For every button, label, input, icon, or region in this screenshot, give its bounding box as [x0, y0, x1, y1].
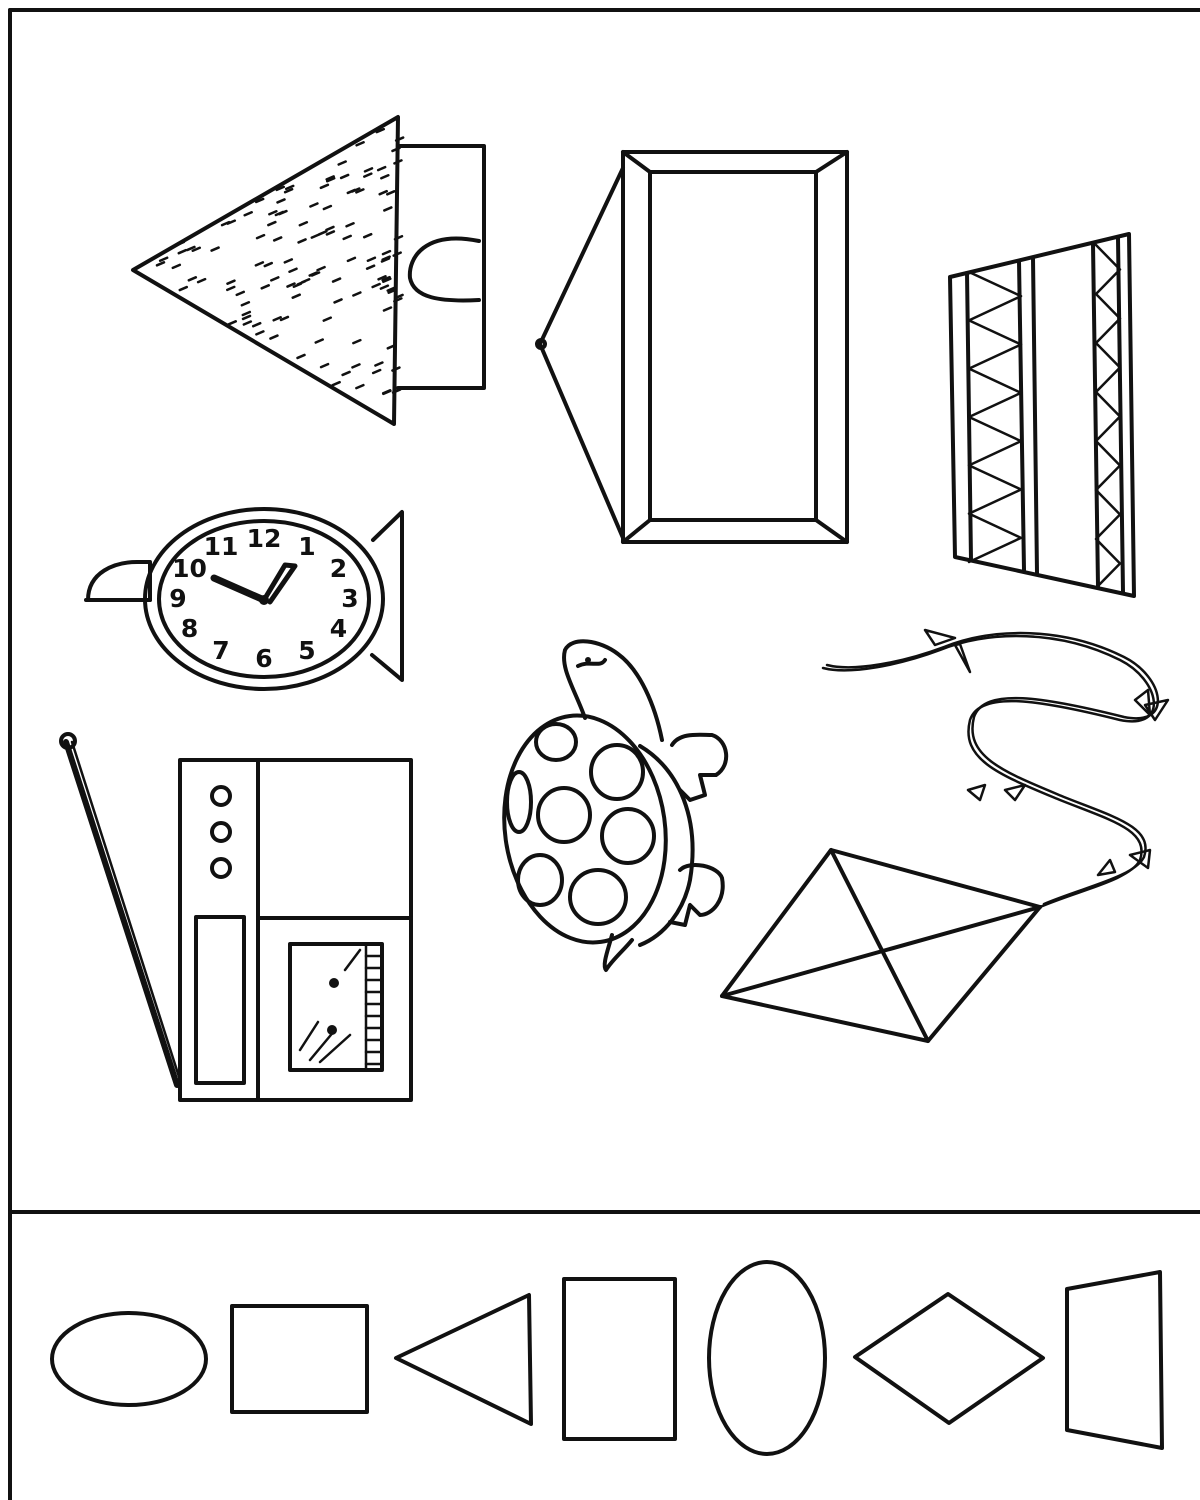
framed-picture [537, 152, 847, 542]
tent-hatch-stroke [298, 281, 305, 284]
tent-hatch-stroke [310, 203, 317, 206]
tent-hatch-stroke [262, 285, 269, 288]
kite-picture [722, 630, 1168, 1041]
rug-zigzag-line [969, 272, 1021, 562]
tent-hatch-stroke [253, 323, 260, 326]
turtle-picture [490, 641, 726, 970]
tent-hatch-stroke [384, 207, 391, 210]
clock-number-6: 6 [255, 644, 273, 673]
tent-hatch-stroke [348, 190, 355, 193]
tent-hatch-stroke [173, 265, 180, 268]
tent-hatch-stroke [157, 262, 164, 265]
tent-hatch-stroke [245, 212, 252, 215]
tent-hatch-stroke [357, 142, 364, 145]
alarm-clock-picture [86, 509, 402, 689]
page-frame [10, 10, 1200, 1500]
tent-hatch-stroke [373, 284, 380, 287]
tent-hatch-stroke [300, 222, 307, 225]
tent-hatch-stroke [227, 281, 234, 284]
tent-hatch-stroke [365, 168, 372, 171]
tent-hatch-stroke [319, 231, 326, 234]
tent-hatch-stroke [373, 370, 380, 373]
shape-square [232, 1306, 367, 1412]
tent-picture [133, 117, 484, 424]
tent-hatch-stroke [375, 363, 382, 366]
tent-hatch-stroke [383, 251, 390, 254]
tent-hatch-stroke [378, 167, 385, 170]
clock-number-7: 7 [212, 635, 230, 665]
tent-hatch-stroke [326, 227, 333, 230]
tent-hatch-stroke [324, 318, 331, 321]
tent-hatch-stroke [344, 236, 351, 239]
tent-hatch-stroke [274, 237, 281, 240]
tent-hatch-stroke [387, 191, 394, 194]
tent-hatch-stroke [270, 336, 277, 339]
tent-hatch-stroke [321, 185, 328, 188]
tent-hatch-stroke [335, 299, 342, 302]
tent-hatch-stroke [290, 269, 297, 272]
clock-number-3: 3 [341, 584, 359, 613]
tent-hatch-stroke [341, 175, 348, 178]
tent-hatch-stroke [368, 258, 375, 261]
rug-picture [950, 234, 1134, 596]
tent-hatch-stroke [381, 175, 388, 178]
shape-triangle [396, 1295, 531, 1424]
tent-hatch-stroke [243, 312, 250, 315]
tent-hatch-stroke [293, 295, 300, 298]
tent-hatch-stroke [279, 211, 286, 214]
clock-number-1: 1 [298, 532, 316, 562]
tent-hatch-stroke [281, 317, 288, 320]
tent-hatch-stroke [352, 364, 359, 367]
shape-oval-horizontal [52, 1313, 206, 1405]
tent-hatch-stroke [383, 391, 390, 394]
tent-hatch-stroke [364, 174, 371, 177]
tent-hatch-stroke [160, 258, 167, 261]
tent-hatch-stroke [312, 235, 319, 238]
shape-oval-vertical [709, 1262, 825, 1454]
tent-hatch-stroke [285, 259, 292, 262]
tent-hatch-stroke [244, 322, 251, 325]
tent-hatch-stroke [380, 191, 387, 194]
tent-hatch-stroke [274, 317, 281, 320]
tent-hatch-stroke [316, 340, 323, 343]
tent-hatch-stroke [364, 234, 371, 237]
clock-number-5: 5 [298, 635, 316, 665]
tent-hatch-stroke [257, 235, 264, 238]
clock-number-4: 4 [329, 614, 348, 643]
tent-hatch-stroke [227, 287, 234, 290]
clock-number-9: 9 [169, 584, 187, 613]
tent-hatch-stroke [343, 372, 350, 375]
tent-hatch-stroke [271, 277, 278, 280]
tent-hatch-stroke [277, 199, 284, 202]
tent-hatch-stroke [198, 279, 205, 282]
rug-zigzag-line [1096, 245, 1120, 588]
clock-number-8: 8 [180, 614, 199, 643]
tent-hatch-stroke [256, 262, 263, 265]
tent-hatch-stroke [265, 263, 272, 266]
tent-hatch-stroke [299, 239, 306, 242]
tent-hatch-stroke [180, 287, 187, 290]
tent-hatch-stroke [347, 223, 354, 226]
tent-hatch-stroke [268, 222, 275, 225]
shape-rhombus [855, 1294, 1043, 1423]
clock-number-2: 2 [329, 554, 348, 583]
tent-hatch-stroke [381, 286, 388, 289]
tent-hatch-stroke [353, 340, 360, 343]
tent-hatch-stroke [348, 258, 355, 261]
tent-hatch-stroke [333, 382, 340, 385]
tent-hatch-stroke [356, 385, 363, 388]
tent-hatch-stroke [318, 267, 325, 270]
tent-hatch-stroke [333, 279, 340, 282]
tent-hatch-stroke [212, 248, 219, 251]
tent-hatch-stroke [367, 266, 374, 269]
tent-hatch-stroke [189, 277, 196, 280]
shape-trapezoid [1067, 1272, 1162, 1448]
clock-number-11: 11 [203, 532, 239, 562]
answer-shapes-row [52, 1262, 1162, 1454]
tent-hatch-stroke [242, 302, 249, 305]
tent-hatch-stroke [339, 162, 346, 165]
tent-hatch-stroke [269, 211, 276, 214]
tent-hatch-stroke [179, 250, 186, 253]
radio-tuner-ticks [366, 956, 382, 1064]
tent-hatch-stroke [327, 231, 334, 234]
tent-hatch-stroke [243, 316, 250, 319]
clock-number-12: 12 [246, 524, 282, 553]
clock-number-10: 10 [172, 554, 207, 583]
tent-hatch-stroke [229, 321, 236, 324]
tent-hatch-stroke [384, 308, 391, 311]
radio-picture [61, 734, 411, 1100]
tent-hatching [157, 129, 403, 394]
tent-hatch-stroke [321, 364, 328, 367]
tent-hatch-stroke [298, 355, 305, 358]
tent-hatch-stroke [256, 331, 263, 334]
tent-hatch-stroke [237, 292, 244, 295]
shape-rectangle [564, 1279, 675, 1439]
tent-hatch-stroke [353, 292, 360, 295]
tent-hatch-stroke [324, 206, 331, 209]
